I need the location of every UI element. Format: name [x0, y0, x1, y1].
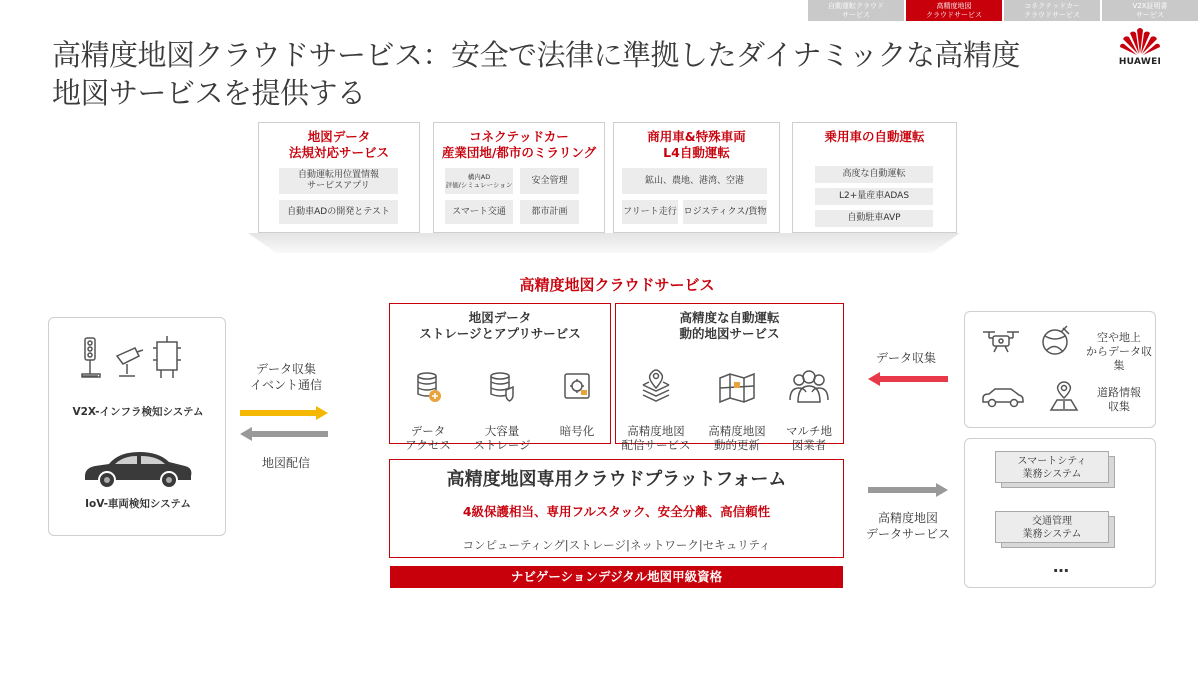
road-info-label: 道路情報 収集 — [1097, 386, 1141, 413]
scenario-chip: 自動駐車AVP — [815, 210, 933, 227]
data-source-box — [964, 311, 1156, 428]
center-title: 高精度地図クラウドサービス — [519, 276, 715, 294]
scenario-title: 商用車&特殊車両 L4自動運転 — [647, 129, 746, 160]
map-distribution-flow-label: 地図配信 — [261, 456, 310, 470]
sky-ground-label: 空や地上 からデータ収集 — [1086, 331, 1152, 372]
multi-vendor-item — [776, 354, 842, 452]
map-distribution-item — [618, 354, 694, 452]
platform-panel — [389, 459, 844, 558]
panel-title: 高精度な自動運転 動的地図サービス — [679, 310, 780, 341]
map-dynamic-update-item — [699, 354, 775, 452]
arrow-left-gray-icon — [240, 427, 328, 441]
scenario-chip: 自動運転用位置情報 サービスアプリ — [279, 168, 398, 194]
scenario-chip: 高度な自動運転 — [815, 166, 933, 183]
large-storage-label: 大容量 ストレージ — [473, 424, 531, 452]
huawei-petal-icon — [1118, 24, 1162, 56]
scenario-chip: 都市計画 — [520, 200, 579, 224]
tab-connected-car-cloud[interactable]: コネクテッドカー クラウドサービス — [1004, 0, 1100, 21]
traffic-management-system — [995, 511, 1117, 547]
business-systems-box — [964, 438, 1156, 588]
huawei-logo — [1108, 24, 1172, 67]
map-distribution-label: 高精度地図 配信サービス — [621, 424, 691, 452]
scenario-passenger-ad — [792, 122, 957, 233]
map-dynamic-update-label: 高精度地図 動的更新 — [708, 424, 766, 452]
arrow-right-yellow-icon — [240, 406, 328, 420]
scenario-chip: スマート交通 — [445, 200, 513, 224]
scenario-title: 乗用車の自動運転 — [824, 129, 925, 144]
large-storage-item — [469, 356, 535, 452]
traffic-management-label: 交通管理 業務システム — [995, 511, 1109, 543]
qualification-bar: ナビゲーションデジタル地図甲級資格 — [390, 566, 843, 588]
tab-hd-map-cloud[interactable]: 高精度地図 クラウドサービス — [906, 0, 1002, 21]
platform-title: 高精度地図専用クラウドプラットフォーム — [446, 469, 787, 490]
scenario-chip: 自動車ADの開発とテスト — [279, 200, 398, 224]
multi-user-icon — [788, 368, 830, 404]
encryption-label: 暗号化 — [559, 424, 595, 438]
road-info-pin-icon — [1047, 380, 1081, 414]
scenario-chip: フリート走行 — [622, 200, 678, 224]
platform-subtitle: 4級保護相当、専用フルスタック、安全分離、高信頼性 — [462, 504, 771, 519]
scenario-chip: L2+量産車ADAS — [815, 188, 933, 205]
v2x-system-label: V2X-インフラ検知システム — [72, 406, 204, 418]
scenario-commercial-l4 — [613, 122, 780, 233]
multi-vendor-label: マルチ地 図業者 — [786, 424, 832, 452]
logo-text: HUAWEI — [1118, 57, 1162, 67]
scenario-title: コネクテッドカー 産業団地/都市のミラリング — [441, 129, 597, 160]
data-access-label: データ アクセス — [405, 424, 451, 452]
scenario-title: 地図データ 法規対応サービス — [288, 129, 389, 160]
tab-autonomous-cloud[interactable]: 自動運転クラウド サービス — [808, 0, 904, 21]
map-layers-pin-icon — [639, 368, 673, 404]
scenario-shadow — [248, 233, 960, 253]
smart-city-label: スマートシティ 業務システム — [995, 451, 1109, 483]
car-icon — [81, 446, 195, 490]
encryption-icon — [562, 370, 592, 404]
hd-map-data-service-label: 高精度地図 データサービス — [865, 511, 950, 541]
iov-system-label: IoV-車両検知システム — [85, 498, 191, 510]
encryption-item — [545, 356, 609, 438]
data-access-icon — [413, 370, 443, 404]
platform-tech-stack: コンピューティング|ストレージ|ネットワーク|セキュリティ — [462, 538, 771, 552]
more-systems-ellipsis: … — [1053, 557, 1069, 576]
arrow-left-red-icon — [868, 372, 948, 386]
scenario-chip: 鉱山、農地、港湾、空港 — [622, 168, 767, 194]
storage-panel — [389, 303, 611, 452]
data-access-item — [396, 356, 460, 452]
arrow-right-gray-icon — [868, 483, 948, 497]
map-grid-icon — [717, 368, 757, 404]
drone-icon — [981, 326, 1021, 356]
smart-city-system — [995, 451, 1117, 487]
v2x-infrastructure-icons — [79, 334, 199, 380]
scenario-chip: 構内AD 評価/シミュレーション — [445, 168, 513, 194]
vehicle-road-box — [48, 317, 226, 536]
data-collect-event-label: データ収集 イベント通信 — [249, 362, 322, 392]
scenario-chip: 安全管理 — [520, 168, 579, 194]
satellite-globe-icon — [1039, 324, 1075, 358]
page-title: 高精度地図クラウドサービス：安全で法律に準拠したダイナミックな高精度 地図サービスを提供する — [52, 38, 1020, 110]
top-tabs — [808, 0, 1198, 21]
panel-title: 地図データ ストレージとアプリサービス — [419, 310, 581, 341]
scenario-chip: ロジスティクス/貨物 — [683, 200, 767, 224]
tab-v2x-certificate[interactable]: V2X証明書 サービス — [1102, 0, 1198, 21]
scenario-connected-car — [433, 122, 605, 233]
right-data-collect-label: データ収集 — [875, 351, 936, 365]
scenario-map-regulation — [258, 122, 420, 233]
storage-shield-icon — [487, 370, 517, 404]
vehicle-icon — [981, 386, 1025, 408]
dynamic-map-panel — [615, 303, 844, 452]
